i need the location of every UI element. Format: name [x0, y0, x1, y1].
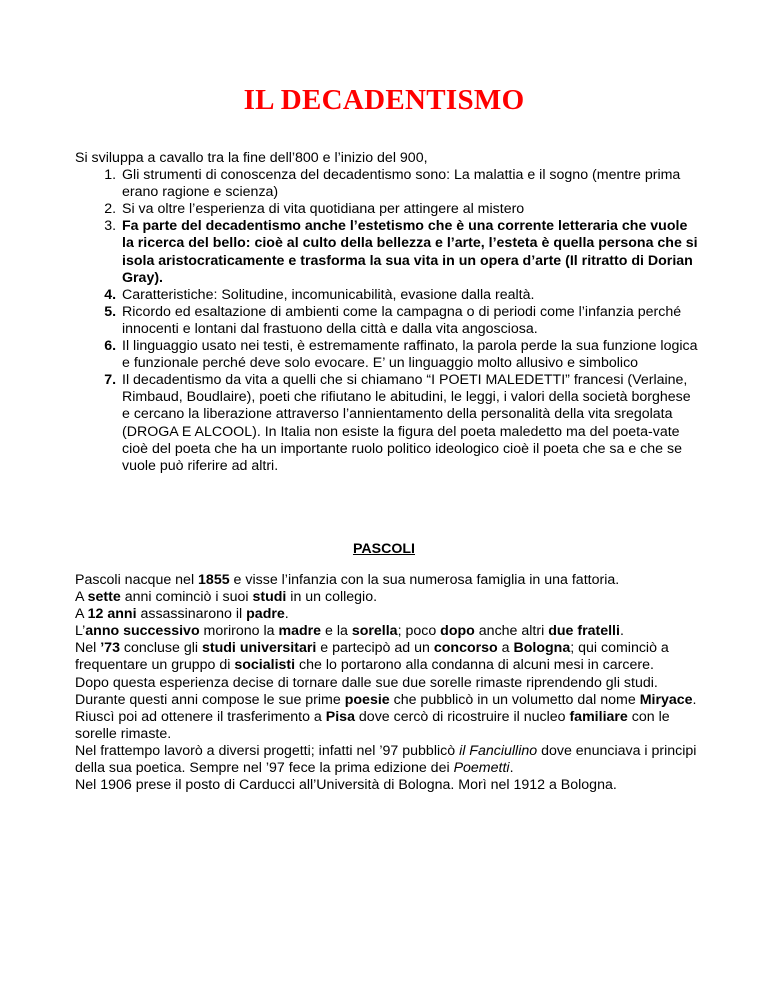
list-item: 5. Ricordo ed esaltazione di ambienti come la campagna o di periodi come l’infanzia perché innocenti e lontani dal frastuono della città e dalla vita angosciosa.: [120, 304, 700, 338]
paragraph: L’anno successivo morirono la madre e la sorella; poco dopo anche altri due fratelli.: [75, 623, 624, 640]
paragraph: Nel frattempo lavorò a diversi progetti; infatti nel ’97 pubblicò il Fanciullino dove enunciava i principi della sua poetica. Sempre nel ’97 fece la prima edizione dei Poemetti.: [75, 742, 697, 777]
paragraph: Nel 1906 prese il posto di Carducci all’Università di Bologna. Morì nel 1912 a Bologna.: [75, 777, 617, 794]
paragraph: Riuscì poi ad ottenere il trasferimento a Pisa dove cercò di ricostruire il nucleo familiare con le sorelle rimaste.: [75, 708, 670, 742]
decadentismo-section: [75, 150, 700, 475]
paragraph: Pascoli nacque nel 1855 e visse l’infanzia con la sua numerosa famiglia in una fattoria.: [75, 572, 620, 588]
pascoli-heading: PASCOLI: [352, 541, 415, 557]
paragraph: Nel ’73 concluse gli studi universitari e partecipò ad un concorso a Bologna; qui cominciò a frequentare un gruppo di socialisti che lo portarono alla condanna di alcuni mesi in carcere.: [75, 640, 669, 674]
paragraph: Dopo questa esperienza decise di tornare dalle sue due sorelle rimaste riprendendo gli studi. Durante questi anni compose le sue prime poesie che pubblicò in un volumetto dal nome Miryace.: [75, 674, 697, 708]
intro-line: Si sviluppa a cavallo tra la fine dell’800 e l’inizio del 900,: [75, 150, 428, 166]
list-item: 2. Si va oltre l’esperienza di vita quotidiana per attingere al mistero: [120, 201, 700, 218]
list-item: 4. Caratteristiche: Solitudine, incomunicabilità, evasione dalla realtà.: [120, 287, 700, 304]
paragraph: A sette anni cominciò i suoi studi in un collegio.: [75, 589, 378, 606]
characteristics-list: [75, 167, 700, 475]
list-item: 3. Fa parte del decadentismo anche l’estetismo che è una corrente letteraria che vuole la ricerca del bello: cioè al culto della bellezza e l’arte, l’esteta è quella persona che si isola aristocraticamente e trasforma la sua vita in un opera d’arte (Il ritratto di Dorian Gray).: [120, 218, 700, 286]
list-item: 7. Il decadentismo da vita a quelli che si chiamano “I POETI MALEDETTI” francesi (Verlaine, Rimbaud, Boudlaire), poeti che rifiutano le abitudini, le leggi, i valori della società borghese e cercano la liberazione attraverso l’annientamento della personalità della vita sregolata (DROGA E ALCOOL). In Italia non esiste la figura del poeta maledetto ma del poeta-vate cioè del poeta che ha un importante ruolo politico ideologico cioè il poeta che sa e che se vuole può riferire ad altri.: [120, 372, 700, 475]
paragraph: A 12 anni assassinarono il padre.: [75, 606, 289, 623]
list-item: 1. Gli strumenti di conoscenza del decadentismo sono: La malattia e il sogno (mentre prima erano ragione e scienza): [120, 167, 700, 201]
list-item: 6. Il linguaggio usato nei testi, è estremamente raffinato, la parola perde la sua funzione logica e funzionale perché deve solo evocare. E’ un linguaggio molto allusivo e simbolico: [120, 338, 700, 372]
page-title: IL DECADENTISMO: [243, 84, 525, 116]
pascoli-section: [75, 572, 700, 794]
